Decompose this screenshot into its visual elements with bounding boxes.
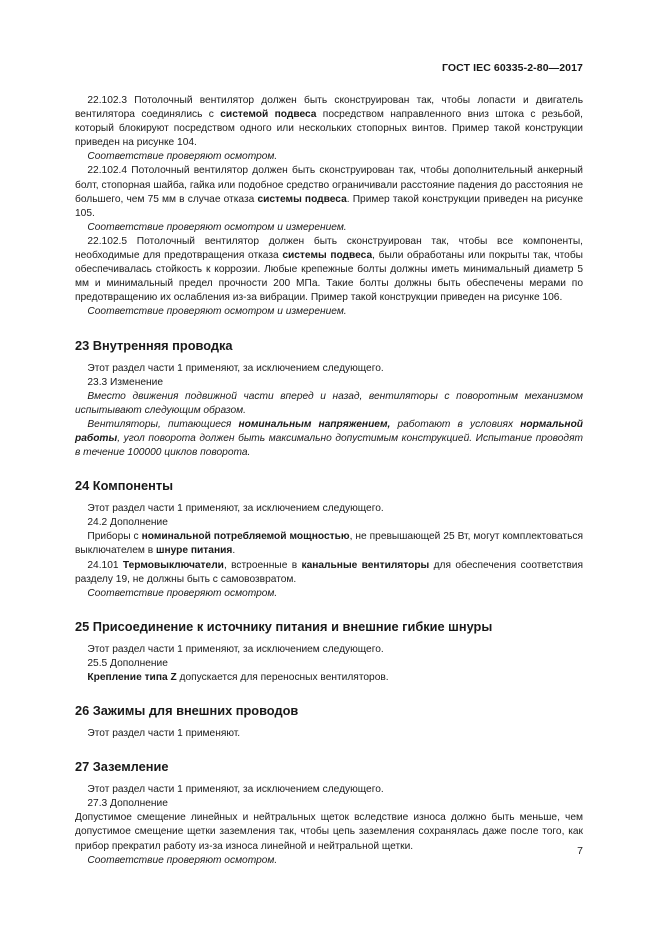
compliance-note: Соответствие проверяют осмотром и измерением. bbox=[87, 221, 347, 233]
compliance-note: Соответствие проверяют осмотром. bbox=[87, 854, 278, 866]
section-intro: Этот раздел части 1 применяют, за исключением следующего. bbox=[87, 784, 384, 796]
document-code-header: ГОСТ IEC 60335-2-80—2017 bbox=[441, 62, 583, 74]
section-heading-27: 27 Заземление bbox=[75, 759, 169, 775]
section-intro: Этот раздел части 1 применяют, за исключением следующего. bbox=[87, 503, 384, 515]
section-heading-23: 23 Внутренняя проводка bbox=[75, 337, 233, 353]
section-intro: Этот раздел части 1 применяют. bbox=[87, 728, 241, 740]
page-content bbox=[75, 94, 583, 868]
subclause-title: 27.3 Дополнение bbox=[87, 798, 168, 810]
page-number: 7 bbox=[577, 845, 583, 857]
clause-24-2-text: Приборы с номинальной потребляемой мощностью, не превышающей 25 Вт, могут комплектоваться выключателем в шнуре питания. bbox=[75, 531, 583, 557]
compliance-note: Соответствие проверяют осмотром и измерением. bbox=[87, 306, 347, 318]
section-intro: Этот раздел части 1 применяют, за исключением следующего. bbox=[87, 362, 384, 374]
subclause-title: 24.2 Дополнение bbox=[87, 517, 168, 529]
clause-23-3-text: Вместо движения подвижной части вперед и назад, вентиляторы с поворотным механизмом испытывают следующим образом. bbox=[75, 390, 583, 416]
clause-27-3-text: Допустимое смещение линейных и нейтральных щеток вследствие износа должно быть меньше, чем допустимое смещение щетки заземления так, чтобы цепь заземления сохранялась даже после того, как прибор прекратил работу из-за износа линейной и нейтральной щетки. bbox=[75, 812, 583, 852]
subclause-title: 25.5 Дополнение bbox=[87, 657, 168, 669]
clause-22-102-3: 22.102.3 Потолочный вентилятор должен быть сконструирован так, чтобы лопасти и двигатель вентилятора соединялись с системой подвеса посредством направленного вниз штока с резьбой, который блокируют посредством одного или нескольких стопорных винтов. Пример такой конструкции приведен на рисунке 104. bbox=[75, 95, 583, 149]
section-heading-26: 26 Зажимы для внешних проводов bbox=[75, 703, 299, 719]
clause-23-3-test: Вентиляторы, питающиеся номинальным напряжением, работают в условиях нормальной работы, угол поворота должен быть максимально допустимым конструкцией. Испытание проводят в течение 100000 циклов поворота. bbox=[75, 418, 584, 459]
compliance-note: Соответствие проверяют осмотром. bbox=[87, 151, 278, 163]
section-intro: Этот раздел части 1 применяют, за исключением следующего. bbox=[87, 643, 384, 655]
section-heading-25: 25 Присоединение к источнику питания и внешние гибкие шнуры bbox=[75, 618, 493, 634]
clause-22-102-5: 22.102.5 Потолочный вентилятор должен быть сконструирован так, чтобы все компоненты, необходимые для предотвращения отказа системы подвеса, были обработаны или покрыты так, чтобы обеспечивалась стойкость к коррозии. Любые крепежные болты должны иметь минимальный диаметр 5 мм и минимальный предел прочности 200 МПа. Такие болты должны быть обеспечены мерами по предотвращению их ослабления из-за вибрации. Пример такой конструкции приведен на рисунке 106. bbox=[75, 235, 584, 304]
subclause-title: 23.3 Изменение bbox=[87, 376, 163, 388]
clause-25-5-text: Крепление типа Z допускается для переносных вентиляторов. bbox=[87, 672, 389, 683]
clause-24-101: 24.101 Термовыключатели, встроенные в канальные вентиляторы для обеспечения соответствия разделу 19, не должны быть с самовозвратом. bbox=[75, 559, 583, 585]
clause-22-102-4: 22.102.4 Потолочный вентилятор должен быть сконструирован так, чтобы дополнительный анкерный болт, стопорная шайба, гайка или подобное средство ограничивали расстояние падения до расстояния не большего, чем 75 мм в случае отказа системы подвеса. Пример такой конструкции приведен на рисунке 105. bbox=[75, 165, 583, 219]
section-heading-24: 24 Компоненты bbox=[75, 478, 174, 494]
compliance-note: Соответствие проверяют осмотром. bbox=[87, 587, 278, 599]
